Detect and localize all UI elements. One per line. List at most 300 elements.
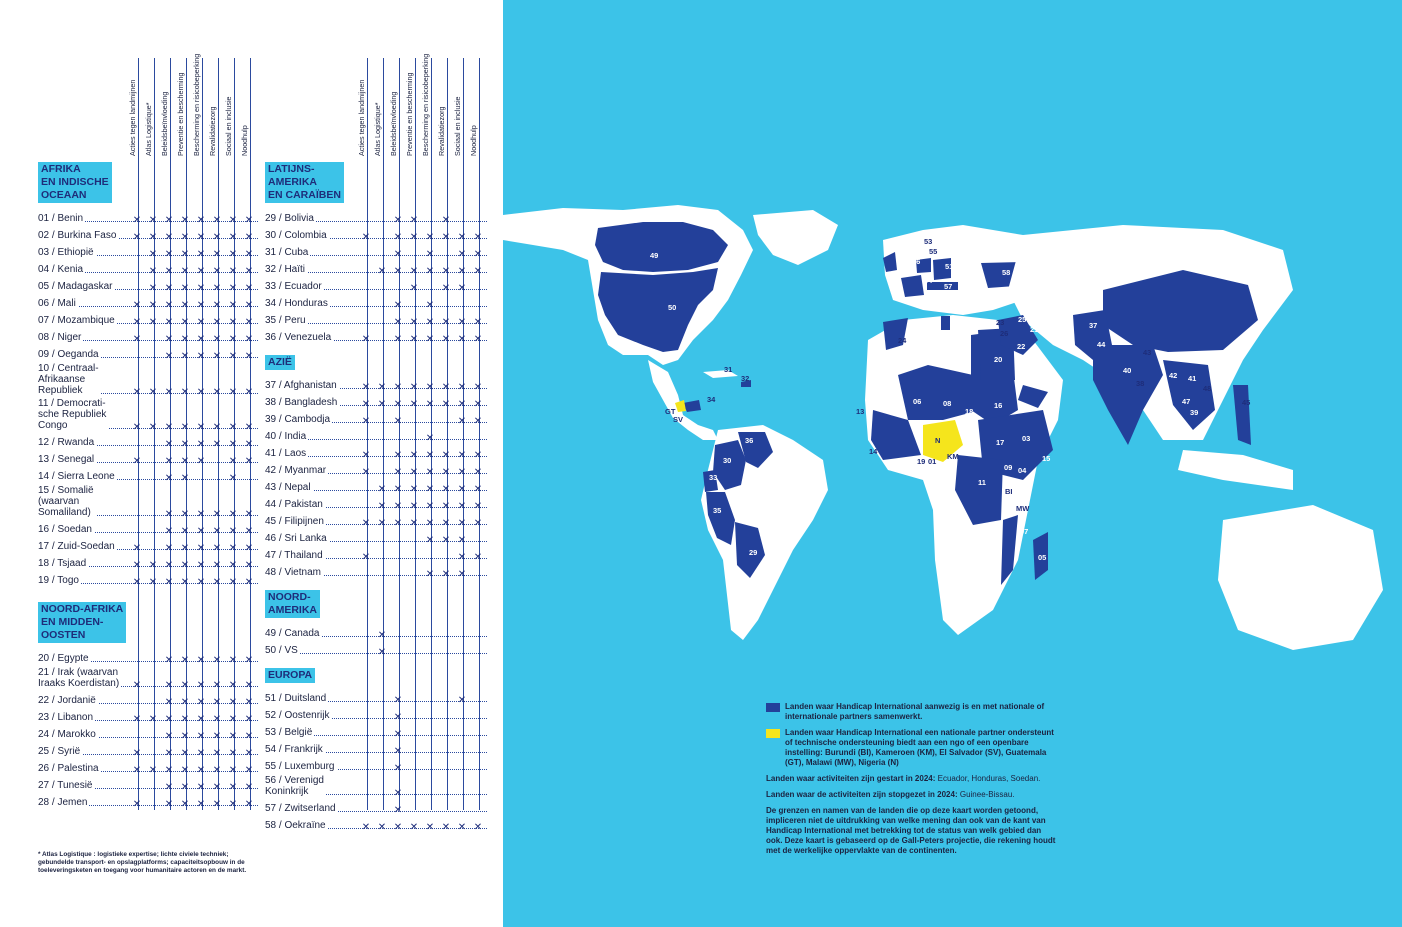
map-label: 03 bbox=[1022, 434, 1031, 443]
activity-check-icon: ✕ bbox=[196, 439, 206, 450]
country-label: 19 / Togo bbox=[38, 574, 79, 586]
country-label: 09 / Oeganda bbox=[38, 349, 99, 360]
activity-check-icon: ✕ bbox=[180, 283, 190, 294]
country-label: 30 / Colombia bbox=[265, 230, 327, 241]
activity-check-icon: ✕ bbox=[441, 467, 451, 478]
country-label: 06 / Mali bbox=[38, 298, 76, 309]
activity-check-icon: ✕ bbox=[148, 283, 158, 294]
activity-check-icon: ✕ bbox=[244, 747, 254, 759]
activity-check-icon: ✕ bbox=[409, 822, 419, 833]
map-label: 44 bbox=[1097, 340, 1106, 349]
table-row bbox=[38, 465, 258, 482]
activity-check-icon: ✕ bbox=[196, 747, 206, 759]
activity-check-icon: ✕ bbox=[180, 654, 190, 666]
map-label: 48 bbox=[1203, 384, 1212, 393]
activity-check-icon: ✕ bbox=[425, 450, 435, 461]
column-header: Beleidsbeïnvloeding bbox=[389, 91, 398, 156]
activity-check-icon: ✕ bbox=[180, 232, 190, 243]
activity-check-icon: ✕ bbox=[196, 542, 206, 554]
activity-check-icon: ✕ bbox=[457, 822, 467, 833]
activity-check-icon: ✕ bbox=[361, 416, 371, 427]
activity-check-icon: ✕ bbox=[212, 334, 222, 345]
activity-check-icon: ✕ bbox=[393, 232, 403, 243]
activity-check-icon: ✕ bbox=[244, 300, 254, 311]
activity-check-icon: ✕ bbox=[473, 399, 483, 410]
country-label: 08 / Niger bbox=[38, 332, 82, 343]
activity-check-icon: ✕ bbox=[148, 266, 158, 277]
activity-check-icon: ✕ bbox=[457, 416, 467, 427]
activity-check-icon: ✕ bbox=[212, 798, 222, 810]
map-label: 17 bbox=[996, 438, 1005, 447]
activity-check-icon: ✕ bbox=[409, 317, 419, 328]
activity-check-icon: ✕ bbox=[228, 781, 238, 793]
activity-check-icon: ✕ bbox=[212, 576, 222, 588]
table-row bbox=[265, 622, 487, 639]
table-row bbox=[38, 241, 258, 258]
activity-check-icon: ✕ bbox=[180, 764, 190, 776]
activity-check-icon: ✕ bbox=[164, 542, 174, 554]
activity-check-icon: ✕ bbox=[393, 334, 403, 345]
activity-check-icon: ✕ bbox=[473, 518, 483, 529]
map-label: 26 bbox=[1000, 329, 1009, 338]
activity-check-icon: ✕ bbox=[164, 266, 174, 277]
map-label: 32 bbox=[741, 374, 750, 383]
table-row bbox=[265, 207, 487, 224]
landmass-greenland bbox=[753, 210, 838, 265]
legend-stopped-label: Landen waar de activiteiten zijn stopgezet in 2024: bbox=[766, 790, 958, 799]
activity-check-icon: ✕ bbox=[409, 232, 419, 243]
activity-check-icon: ✕ bbox=[164, 386, 174, 398]
activity-check-icon: ✕ bbox=[409, 518, 419, 529]
table-row bbox=[38, 207, 258, 224]
section-title: AZIË bbox=[265, 355, 295, 370]
country-label: 14 / Sierra Leone bbox=[38, 471, 115, 482]
activity-check-icon: ✕ bbox=[361, 232, 371, 243]
activity-check-icon: ✕ bbox=[441, 232, 451, 243]
activity-check-icon: ✕ bbox=[196, 351, 206, 362]
activity-check-icon: ✕ bbox=[244, 730, 254, 742]
table-row bbox=[265, 738, 487, 755]
activity-check-icon: ✕ bbox=[196, 422, 206, 433]
map-label: 23 bbox=[996, 318, 1005, 327]
activity-check-icon: ✕ bbox=[361, 518, 371, 529]
section-title: LATIJNS- AMERIKA EN CARAÏBEN bbox=[265, 162, 344, 203]
activity-check-icon: ✕ bbox=[180, 317, 190, 328]
activity-check-icon: ✕ bbox=[457, 484, 467, 495]
activity-check-icon: ✕ bbox=[180, 576, 190, 588]
table-row bbox=[38, 224, 258, 241]
table-row bbox=[265, 258, 487, 275]
map-label: 36 bbox=[745, 436, 754, 445]
activity-check-icon: ✕ bbox=[244, 249, 254, 260]
activity-check-icon: ✕ bbox=[212, 764, 222, 776]
activity-check-icon: ✕ bbox=[164, 473, 174, 484]
activity-check-icon: ✕ bbox=[228, 576, 238, 588]
activity-check-icon: ✕ bbox=[132, 747, 142, 759]
country-label: 12 / Rwanda bbox=[38, 437, 95, 448]
map-label: 40 bbox=[1123, 366, 1132, 375]
table-row bbox=[265, 510, 487, 527]
activity-check-icon: ✕ bbox=[132, 679, 142, 691]
activity-check-icon: ✕ bbox=[132, 317, 142, 328]
table-row bbox=[38, 326, 258, 343]
map-label: 43 bbox=[1143, 348, 1152, 357]
activity-check-icon: ✕ bbox=[361, 822, 371, 833]
activity-check-icon: ✕ bbox=[457, 569, 467, 580]
activity-check-icon: ✕ bbox=[457, 232, 467, 243]
table-row bbox=[265, 275, 487, 292]
activity-check-icon: ✕ bbox=[244, 576, 254, 588]
activity-check-icon: ✕ bbox=[228, 249, 238, 260]
table-row bbox=[265, 442, 487, 459]
map-label: 05 bbox=[1038, 553, 1047, 562]
activity-check-icon: ✕ bbox=[196, 249, 206, 260]
activity-check-icon: ✕ bbox=[164, 654, 174, 666]
activity-check-icon: ✕ bbox=[473, 467, 483, 478]
activity-check-icon: ✕ bbox=[244, 654, 254, 666]
activity-check-icon: ✕ bbox=[244, 559, 254, 571]
activity-check-icon: ✕ bbox=[164, 764, 174, 776]
map-label: 11 bbox=[978, 478, 986, 487]
activity-check-icon: ✕ bbox=[457, 467, 467, 478]
activity-check-icon: ✕ bbox=[441, 535, 451, 546]
country-label: 05 / Madagaskar bbox=[38, 281, 113, 292]
activity-check-icon: ✕ bbox=[377, 647, 387, 658]
activity-check-icon: ✕ bbox=[228, 798, 238, 810]
activity-check-icon: ✕ bbox=[425, 249, 435, 260]
activity-check-icon: ✕ bbox=[228, 283, 238, 294]
activity-check-icon: ✕ bbox=[244, 781, 254, 793]
activity-check-icon: ✕ bbox=[148, 386, 158, 398]
activity-check-icon: ✕ bbox=[164, 730, 174, 742]
activity-check-icon: ✕ bbox=[132, 798, 142, 810]
activity-check-icon: ✕ bbox=[409, 399, 419, 410]
activity-check-icon: ✕ bbox=[228, 542, 238, 554]
map-label: 29 bbox=[749, 548, 758, 557]
table-row bbox=[38, 723, 258, 740]
activity-check-icon: ✕ bbox=[409, 266, 419, 277]
map-label: MW bbox=[1016, 504, 1030, 513]
activity-check-icon: ✕ bbox=[409, 450, 419, 461]
map-label: 56 bbox=[912, 257, 921, 266]
map-label: 21 bbox=[1030, 325, 1039, 334]
activity-check-icon: ✕ bbox=[425, 501, 435, 512]
table-row bbox=[38, 482, 258, 518]
activity-check-icon: ✕ bbox=[425, 232, 435, 243]
map-label: 09 bbox=[1004, 463, 1013, 472]
activity-check-icon: ✕ bbox=[132, 215, 142, 226]
activity-check-icon: ✕ bbox=[473, 501, 483, 512]
map-label: 35 bbox=[713, 506, 722, 515]
activity-check-icon: ✕ bbox=[196, 781, 206, 793]
table-row bbox=[265, 772, 487, 797]
activity-check-icon: ✕ bbox=[212, 654, 222, 666]
table-row bbox=[265, 408, 487, 425]
country-tunisia bbox=[941, 316, 950, 330]
activity-check-icon: ✕ bbox=[180, 300, 190, 311]
activity-check-icon: ✕ bbox=[425, 467, 435, 478]
table-row bbox=[265, 425, 487, 442]
country-label: 18 / Tsjaad bbox=[38, 557, 87, 569]
country-label: 13 / Senegal bbox=[38, 454, 95, 465]
activity-check-icon: ✕ bbox=[393, 249, 403, 260]
activity-check-icon: ✕ bbox=[196, 713, 206, 725]
map-label: 38 bbox=[1136, 379, 1145, 388]
map-label: 57 bbox=[944, 282, 953, 291]
country-label: 36 / Venezuela bbox=[265, 332, 332, 343]
country-label: 34 / Honduras bbox=[265, 298, 328, 309]
column-header: Noodhulp bbox=[469, 125, 478, 156]
activity-check-icon: ✕ bbox=[441, 317, 451, 328]
activity-check-icon: ✕ bbox=[228, 730, 238, 742]
activity-check-icon: ✕ bbox=[164, 215, 174, 226]
activity-check-icon: ✕ bbox=[148, 300, 158, 311]
activity-check-icon: ✕ bbox=[377, 266, 387, 277]
country-label: 55 / Luxemburg bbox=[265, 761, 335, 772]
map-label: 20 bbox=[994, 355, 1003, 364]
country-label: 38 / Bangladesh bbox=[265, 397, 338, 408]
activity-check-icon: ✕ bbox=[393, 266, 403, 277]
country-label: 56 / Verenigd Koninkrijk bbox=[265, 775, 324, 797]
activity-check-icon: ✕ bbox=[212, 283, 222, 294]
table-row bbox=[38, 740, 258, 757]
activity-check-icon: ✕ bbox=[441, 450, 451, 461]
activity-check-icon: ✕ bbox=[457, 450, 467, 461]
country-label: 04 / Kenia bbox=[38, 264, 84, 275]
map-label: 25 bbox=[1018, 315, 1027, 324]
activity-check-icon: ✕ bbox=[244, 508, 254, 520]
country-label: 33 / Ecuador bbox=[265, 281, 322, 292]
legend-active bbox=[766, 702, 1058, 722]
map-label: 02 bbox=[913, 421, 922, 430]
legend-disclaimer bbox=[766, 806, 1058, 856]
table-row bbox=[38, 774, 258, 791]
country-activity-table bbox=[0, 0, 503, 927]
activity-check-icon: ✕ bbox=[148, 713, 158, 725]
activity-check-icon: ✕ bbox=[441, 518, 451, 529]
map-label: 45 bbox=[1242, 398, 1251, 407]
country-label: 40 / India bbox=[265, 431, 307, 442]
column-header: Sociaal en inclusie bbox=[453, 96, 462, 156]
activity-check-icon: ✕ bbox=[164, 747, 174, 759]
map-label: 47 bbox=[1182, 397, 1191, 406]
table-row bbox=[38, 552, 258, 569]
map-label: 18 bbox=[965, 407, 974, 416]
activity-check-icon: ✕ bbox=[361, 552, 371, 563]
activity-check-icon: ✕ bbox=[457, 501, 467, 512]
table-row bbox=[38, 360, 258, 396]
map-label: 28 bbox=[1046, 394, 1055, 403]
activity-check-icon: ✕ bbox=[361, 399, 371, 410]
activity-check-icon: ✕ bbox=[212, 232, 222, 243]
activity-check-icon: ✕ bbox=[196, 283, 206, 294]
table-row bbox=[265, 687, 487, 704]
activity-check-icon: ✕ bbox=[180, 215, 190, 226]
activity-check-icon: ✕ bbox=[180, 713, 190, 725]
activity-check-icon: ✕ bbox=[393, 382, 403, 393]
activity-check-icon: ✕ bbox=[196, 679, 206, 691]
table-row bbox=[265, 476, 487, 493]
table-row bbox=[38, 757, 258, 774]
activity-check-icon: ✕ bbox=[196, 317, 206, 328]
activity-check-icon: ✕ bbox=[212, 215, 222, 226]
column-header: Noodhulp bbox=[240, 125, 249, 156]
activity-check-icon: ✕ bbox=[377, 484, 387, 495]
activity-check-icon: ✕ bbox=[228, 422, 238, 433]
activity-check-icon: ✕ bbox=[212, 559, 222, 571]
legend-disclaimer-text: De grenzen en namen van de landen die op deze kaart worden getoond, impliceren niet de uitdrukking van welke mening dan ook van de kant van Handicap International met betrekking tot de status van welk gebied dan ook. Deze kaart is gebaseerd op de Gall-Peters projectie, die rekening houdt met de werkelijke oppervlakte van de continenten. bbox=[766, 806, 1056, 855]
map-label: KM bbox=[947, 452, 959, 461]
world-map-panel bbox=[503, 0, 1402, 927]
map-label: 12 bbox=[1006, 479, 1015, 488]
activity-check-icon: ✕ bbox=[228, 696, 238, 708]
column-header: Bescherming en risicobeperking bbox=[192, 53, 201, 156]
activity-check-icon: ✕ bbox=[132, 300, 142, 311]
activity-check-icon: ✕ bbox=[212, 249, 222, 260]
activity-check-icon: ✕ bbox=[164, 300, 174, 311]
map-label: 51 bbox=[945, 262, 954, 271]
activity-check-icon: ✕ bbox=[473, 317, 483, 328]
activity-check-icon: ✕ bbox=[164, 439, 174, 450]
activity-check-icon: ✕ bbox=[425, 334, 435, 345]
activity-check-icon: ✕ bbox=[212, 542, 222, 554]
activity-check-icon: ✕ bbox=[180, 798, 190, 810]
map-label: 30 bbox=[723, 456, 732, 465]
activity-check-icon: ✕ bbox=[180, 559, 190, 571]
map-label: 50 bbox=[668, 303, 677, 312]
activity-check-icon: ✕ bbox=[212, 317, 222, 328]
legend-swatch-partner bbox=[766, 729, 780, 738]
legend-started-value: Ecuador, Honduras, Soedan. bbox=[937, 774, 1041, 783]
map-label: 34 bbox=[707, 395, 716, 404]
table-row bbox=[38, 706, 258, 723]
activity-check-icon: ✕ bbox=[244, 798, 254, 810]
activity-check-icon: ✕ bbox=[441, 334, 451, 345]
activity-check-icon: ✕ bbox=[377, 382, 387, 393]
activity-check-icon: ✕ bbox=[228, 456, 238, 467]
map-label: 24 bbox=[898, 336, 907, 345]
activity-check-icon: ✕ bbox=[212, 696, 222, 708]
activity-check-icon: ✕ bbox=[425, 518, 435, 529]
activity-check-icon: ✕ bbox=[132, 334, 142, 345]
activity-check-icon: ✕ bbox=[425, 433, 435, 444]
activity-check-icon: ✕ bbox=[393, 822, 403, 833]
country-label: 21 / Irak (waarvan Iraaks Koerdistan) bbox=[38, 666, 120, 689]
activity-check-icon: ✕ bbox=[473, 334, 483, 345]
legend-partner-text: Landen waar Handicap International een nationale partner ondersteunt of technische ondersteuning biedt aan een ngo of een openbare instelling: Burundi (BI), Kameroen (KM), El Salvador (SV), Guatemala (GT), Malawi (MW), Nigeria (N) bbox=[785, 728, 1054, 767]
country-label: 43 / Nepal bbox=[265, 482, 311, 493]
country-label: 58 / Oekraïne bbox=[265, 820, 326, 831]
activity-check-icon: ✕ bbox=[473, 450, 483, 461]
map-legend bbox=[766, 702, 1058, 862]
table-row bbox=[265, 561, 487, 578]
activity-check-icon: ✕ bbox=[457, 317, 467, 328]
table-row bbox=[265, 292, 487, 309]
activity-check-icon: ✕ bbox=[457, 334, 467, 345]
activity-check-icon: ✕ bbox=[425, 317, 435, 328]
activity-check-icon: ✕ bbox=[180, 334, 190, 345]
activity-check-icon: ✕ bbox=[196, 654, 206, 666]
table-row bbox=[38, 448, 258, 465]
table-row bbox=[265, 797, 487, 814]
table-row bbox=[38, 292, 258, 309]
activity-check-icon: ✕ bbox=[393, 450, 403, 461]
activity-check-icon: ✕ bbox=[473, 266, 483, 277]
activity-check-icon: ✕ bbox=[425, 399, 435, 410]
activity-check-icon: ✕ bbox=[228, 747, 238, 759]
map-label: 10 bbox=[971, 443, 980, 452]
activity-check-icon: ✕ bbox=[164, 456, 174, 467]
map-label: 41 bbox=[1188, 374, 1197, 383]
activity-check-icon: ✕ bbox=[212, 508, 222, 520]
activity-check-icon: ✕ bbox=[457, 552, 467, 563]
country-label: 44 / Pakistan bbox=[265, 499, 323, 510]
map-label: 15 bbox=[1042, 454, 1051, 463]
activity-check-icon: ✕ bbox=[244, 422, 254, 433]
activity-check-icon: ✕ bbox=[441, 399, 451, 410]
activity-check-icon: ✕ bbox=[393, 763, 403, 774]
activity-check-icon: ✕ bbox=[180, 351, 190, 362]
activity-check-icon: ✕ bbox=[196, 508, 206, 520]
country-label: 37 / Afghanistan bbox=[265, 380, 337, 391]
activity-check-icon: ✕ bbox=[244, 713, 254, 725]
country-label: 17 / Zuid-Soedan bbox=[38, 540, 115, 552]
map-label: 06 bbox=[913, 397, 922, 406]
column-header: Preventie en bescherming bbox=[405, 72, 414, 156]
table-row bbox=[38, 569, 258, 586]
column-header: Beleidsbeïnvloeding bbox=[160, 91, 169, 156]
activity-check-icon: ✕ bbox=[212, 730, 222, 742]
activity-check-icon: ✕ bbox=[377, 518, 387, 529]
activity-check-icon: ✕ bbox=[132, 232, 142, 243]
activity-check-icon: ✕ bbox=[393, 317, 403, 328]
map-label: 31 bbox=[724, 365, 733, 374]
table-row bbox=[265, 704, 487, 721]
activity-check-icon: ✕ bbox=[148, 422, 158, 433]
country-label: 41 / Laos bbox=[265, 448, 307, 459]
activity-check-icon: ✕ bbox=[441, 822, 451, 833]
activity-check-icon: ✕ bbox=[244, 456, 254, 467]
map-label: 33 bbox=[709, 473, 718, 482]
activity-check-icon: ✕ bbox=[228, 215, 238, 226]
activity-check-icon: ✕ bbox=[393, 399, 403, 410]
map-label: 08 bbox=[943, 399, 952, 408]
table-row bbox=[38, 535, 258, 552]
activity-check-icon: ✕ bbox=[425, 300, 435, 311]
activity-check-icon: ✕ bbox=[244, 317, 254, 328]
activity-check-icon: ✕ bbox=[361, 382, 371, 393]
activity-check-icon: ✕ bbox=[441, 215, 451, 226]
activity-check-icon: ✕ bbox=[393, 467, 403, 478]
activity-check-icon: ✕ bbox=[425, 266, 435, 277]
section-title: EUROPA bbox=[265, 668, 315, 683]
country-label: 23 / Libanon bbox=[38, 711, 94, 723]
column-header: Sociaal en inclusie bbox=[224, 96, 233, 156]
activity-check-icon: ✕ bbox=[228, 300, 238, 311]
activity-check-icon: ✕ bbox=[473, 822, 483, 833]
activity-check-icon: ✕ bbox=[228, 713, 238, 725]
activity-check-icon: ✕ bbox=[393, 788, 403, 799]
country-label: 02 / Burkina Faso bbox=[38, 230, 117, 241]
activity-check-icon: ✕ bbox=[377, 501, 387, 512]
activity-check-icon: ✕ bbox=[148, 559, 158, 571]
activity-check-icon: ✕ bbox=[164, 249, 174, 260]
table-row bbox=[265, 755, 487, 772]
activity-check-icon: ✕ bbox=[164, 508, 174, 520]
activity-check-icon: ✕ bbox=[361, 467, 371, 478]
activity-check-icon: ✕ bbox=[196, 798, 206, 810]
activity-check-icon: ✕ bbox=[164, 351, 174, 362]
